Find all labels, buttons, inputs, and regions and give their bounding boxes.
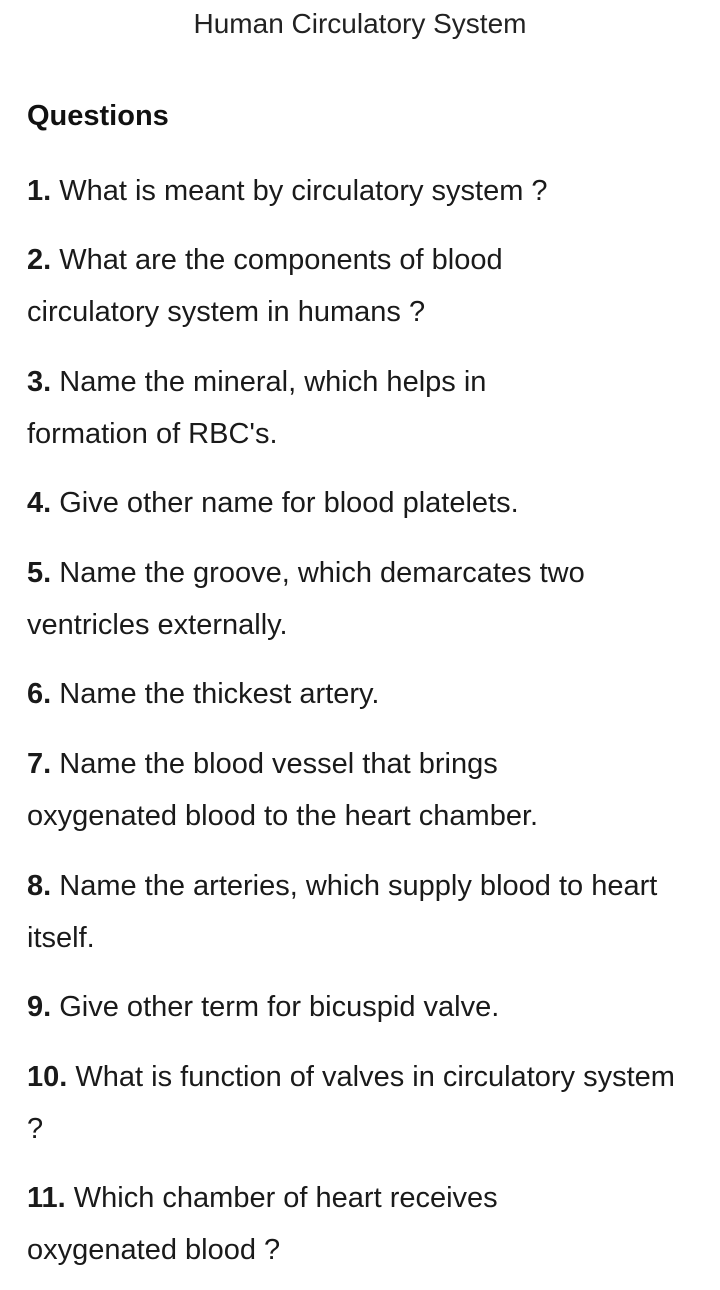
question-item-2 <box>27 234 587 338</box>
question-item-7 <box>27 738 627 842</box>
question-number: 6. <box>27 678 52 710</box>
question-text: What is meant by circulatory system ? <box>59 175 548 207</box>
question-text: Name the blood vessel that brings oxygenated blood to the heart chamber. <box>27 748 539 832</box>
question-number: 3. <box>27 366 52 398</box>
question-text: Name the arteries, which supply blood to heart itself. <box>27 870 658 954</box>
question-text: Give other term for bicuspid valve. <box>59 991 500 1023</box>
question-text: Name the groove, which demarcates two ventricles externally. <box>27 557 585 641</box>
question-item-4 <box>27 477 697 529</box>
question-item-9 <box>27 981 697 1033</box>
question-text: What is function of valves in circulatory system ? <box>27 1061 675 1145</box>
question-number: 10. <box>27 1061 68 1093</box>
question-item-8 <box>27 860 687 964</box>
question-item-10 <box>27 1051 687 1155</box>
question-number: 9. <box>27 991 52 1023</box>
question-item-6 <box>27 668 697 720</box>
question-item-5 <box>27 547 677 651</box>
question-number: 5. <box>27 557 52 589</box>
page-title: Human Circulatory System <box>193 8 527 39</box>
question-item-1 <box>27 165 697 217</box>
question-number: 11. <box>27 1182 66 1214</box>
question-item-3 <box>27 356 567 460</box>
question-number: 4. <box>27 487 52 519</box>
question-text: Give other name for blood platelets. <box>59 487 519 519</box>
question-number: 8. <box>27 870 52 902</box>
question-number: 1. <box>27 175 52 207</box>
question-text: Name the mineral, which helps in formation of RBC's. <box>27 366 487 450</box>
question-number: 2. <box>27 244 52 276</box>
question-item-11 <box>27 1172 587 1276</box>
question-text: Which chamber of heart receives oxygenated blood ? <box>27 1182 498 1266</box>
question-text: Name the thickest artery. <box>59 678 380 710</box>
question-text: What are the components of blood circulatory system in humans ? <box>27 244 503 328</box>
section-heading: Questions <box>27 100 169 132</box>
question-number: 7. <box>27 748 52 780</box>
